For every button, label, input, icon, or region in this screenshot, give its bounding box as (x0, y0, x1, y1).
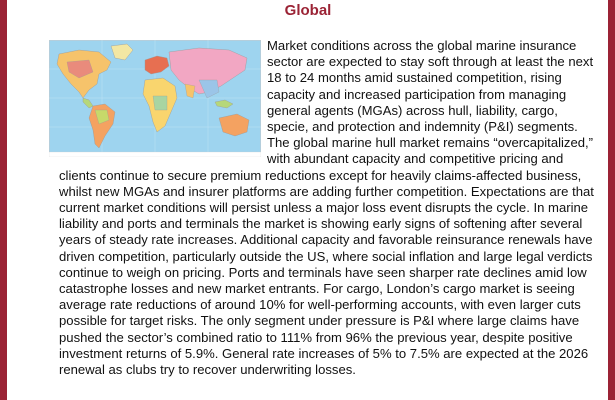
world-map-image (49, 40, 261, 157)
section-body (59, 38, 600, 378)
section-title: Global (284, 2, 332, 19)
right-accent-bar (608, 0, 615, 400)
world-map-icon (49, 40, 261, 157)
global-section (16, 0, 600, 400)
section-paragraph: Market conditions across the global marine insurance sector are expected to stay soft through at least the next 18 to 24 months amid sustained competition, rising capacity and increased participation from managing general agents (MGAs) across hull, liability, cargo, specie, and protection and indemnity (P&I) segments. The global marine hull market remains “overcapitalized,” with abundant capacity and competitive pricing and clients continue to secure premium reductions except for heavily claims-affected business, whilst new MGAs and insurer platforms are adding further competition. Expectations are that current market conditions will persist unless a major loss event disrupts the cycle. In marine liability and ports and terminals the market is showing early signs of softening after several years of steady rate increases. Additional capacity and favorable reinsurance renewals have driven competition, particularly outside the US, where social inflation and large legal verdicts continue to weigh on pricing. Ports and terminals have seen sharper rate declines amid low catastrophe losses and new market entrants. For cargo, London’s cargo market is seeing average rate reductions of around 10% for well-performing accounts, with even larger cuts possible for target risks. The only segment under pressure is P&I where large claims have pushed the sector’s combined ratio to 111% from 96% the previous year, despite positive investment returns of 5.9%. General rate increases of 5% to 7.5% are expected at the 2026 renewal as clubs try to recover underwriting losses. (59, 38, 594, 378)
left-accent-bar (0, 0, 7, 400)
